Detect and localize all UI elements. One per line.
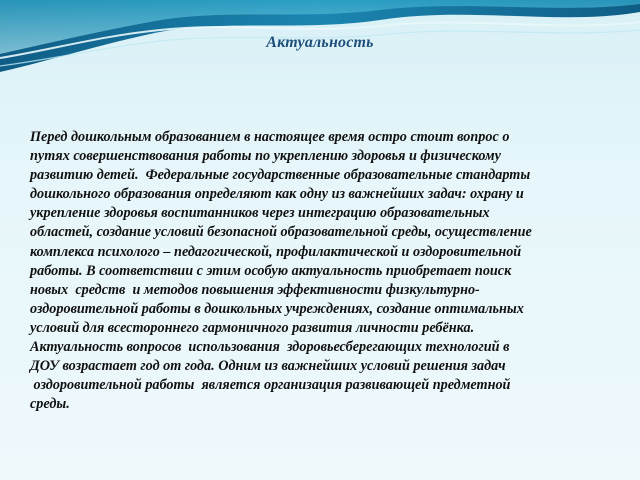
body-paragraph (30, 128, 620, 414)
body-line: новых средств и методов повышения эффективности физкультурно- (30, 281, 480, 298)
body-line: оздоровительной работы является организация развивающей предметной (30, 377, 511, 394)
body-line: Актуальность вопросов использования здоровьесберегающих технологий в (30, 339, 510, 356)
body-line: путях совершенствования работы по укреплению здоровья и физическому (30, 148, 501, 165)
body-line: комплекса психолого – педагогической, профилактической и оздоровительной (30, 243, 522, 260)
body-line: укрепление здоровья воспитанников через интеграцию образовательных (30, 205, 490, 222)
body-line: дошкольного образования определяют как одну из важнейших задач: охрану и (30, 186, 524, 203)
body-line: Перед дошкольным образованием в настоящее время остро стоит вопрос о (30, 129, 510, 145)
slide-title: Актуальность (266, 34, 374, 51)
body-line: ДОУ возрастает год от года. Одним из важнейших условий решения задач (30, 358, 506, 375)
body-line: развитию детей. Федеральные государственные образовательные стандарты (30, 167, 531, 184)
body-line: областей, создание условий безопасной образовательной среды, осуществление (30, 224, 532, 241)
body-line: среды. (30, 396, 70, 413)
body-line: работы. В соответствии с этим особую актуальность приобретает поиск (30, 262, 512, 279)
body-line: условий для всестороннего гармоничного развития личности ребёнка. (30, 319, 475, 336)
body-line: оздоровительной работы в дошкольных учреждениях, создание оптимальных (30, 300, 524, 317)
